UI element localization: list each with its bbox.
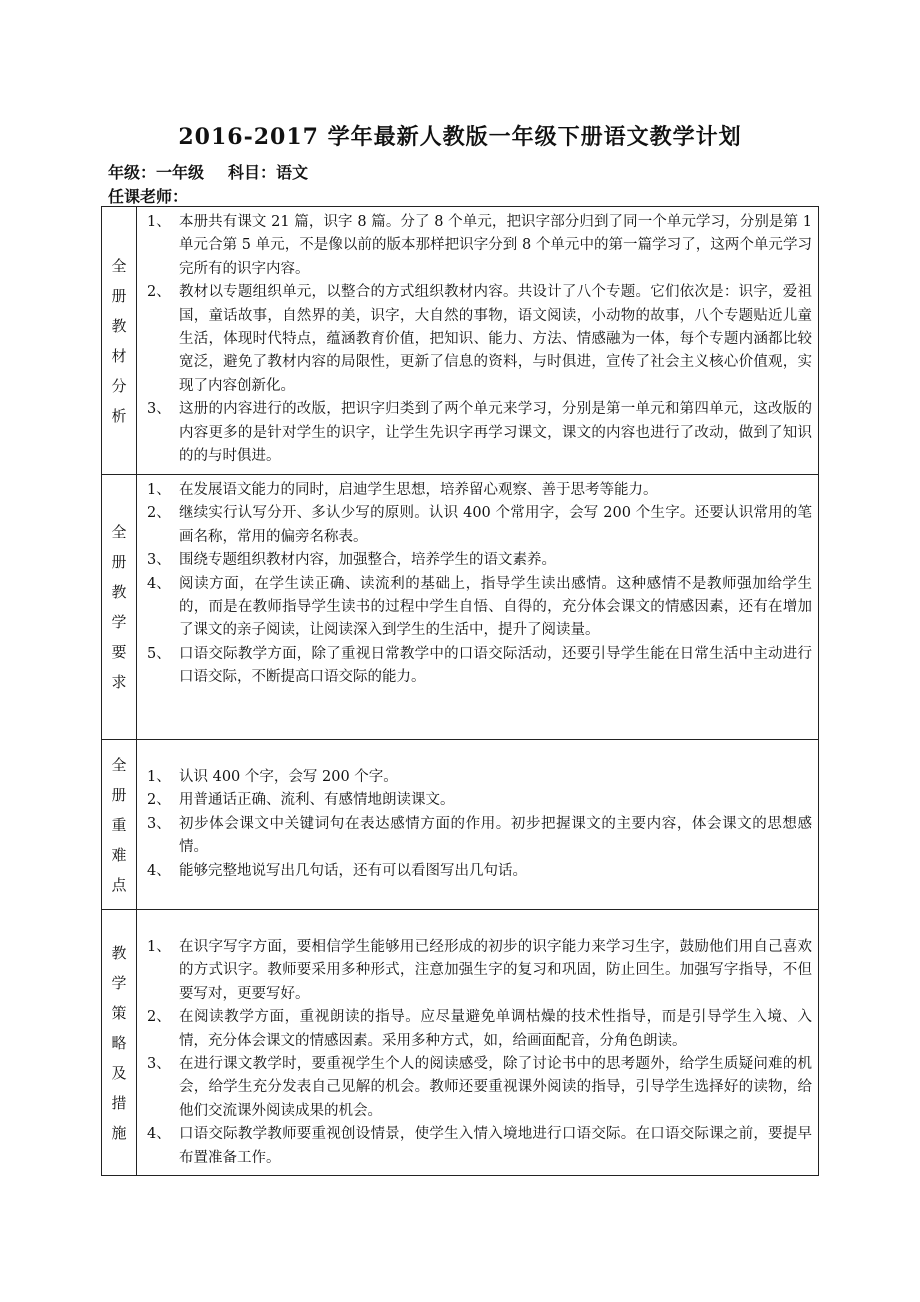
item-number: 2、 [147, 505, 171, 522]
key-points-section [102, 740, 819, 910]
section-label [102, 740, 137, 910]
item-number: 3、 [147, 401, 171, 418]
section-label [102, 207, 137, 475]
item-number: 4、 [147, 1126, 171, 1143]
section-label-char: 点 [111, 875, 127, 894]
item-text: 阅读方面，在学生读正确、读流利的基础上，指导学生读出感情。这种感情不是教师强加给学生的，而是在教师指导学生读书的过程中学生自悟、自得的，充分体会课文的情感因素，还有在增加了课文的亲子阅读，让阅读深入到学生的生活中，提升了阅读量。 [179, 575, 812, 639]
item-text: 能够完整地说写出几句话，还有可以看图写出几句话。 [179, 862, 527, 879]
section-label-char: 分 [111, 376, 127, 395]
item-number: 1、 [147, 939, 171, 955]
list-item [147, 766, 812, 789]
strategies-section [102, 910, 819, 1176]
teaching-plan-table [101, 206, 819, 1176]
list-item [147, 549, 812, 572]
item-number: 4、 [147, 862, 171, 879]
section-label-char: 全 [111, 523, 127, 541]
item-list [147, 211, 812, 468]
item-list [147, 766, 812, 883]
list-item [147, 573, 812, 643]
item-number: 2、 [147, 1009, 171, 1026]
item-text: 口语交际教学方面，除了重视日常教学中的口语交际活动，还要引导学生能在日常生活中主动进行口语交际，不断提高口语交际的能力。 [179, 645, 812, 686]
section-label-char: 求 [111, 673, 127, 691]
item-number: 3、 [147, 552, 171, 569]
section-label-char: 策 [111, 1003, 127, 1022]
section-label [102, 910, 137, 1176]
section-label-char: 全 [111, 256, 127, 275]
item-number: 2、 [147, 792, 171, 809]
list-item [147, 398, 812, 468]
item-number: 4、 [147, 575, 171, 592]
list-item [147, 502, 812, 549]
document-title: 2016-2017 学年最新人教版一年级下册语文教学计划 [178, 124, 742, 150]
item-number: 1、 [147, 482, 171, 498]
item-text: 用普通话正确、流利、有感情地朗读课文。 [179, 792, 455, 809]
list-item [147, 1123, 812, 1170]
item-text: 认识 400 个字，会写 200 个字。 [179, 769, 398, 785]
item-number: 3、 [147, 815, 171, 832]
item-number: 5、 [147, 645, 171, 662]
grade-label: 年级：一年级 [108, 163, 205, 182]
section-content [137, 910, 819, 1176]
section-content [137, 740, 819, 910]
section-label-char: 教 [111, 943, 127, 962]
item-number: 1、 [147, 214, 171, 230]
list-item [147, 281, 812, 398]
item-text: 本册共有课文 21 篇，识字 8 篇。分了 8 个单元，把识字部分归到了同一个单元学习，分别是第 1 单元合第 5 单元，不是像以前的版本那样把识字分到 8 个单元中的第一篇学习了，这两个单元学习完所有的识字内容。 [179, 214, 812, 277]
teaching-requirements-section [102, 475, 819, 740]
teacher-label: 任课老师： [108, 187, 189, 206]
list-item [147, 860, 812, 883]
section-label [102, 475, 137, 740]
section-label-char: 重 [111, 815, 127, 834]
item-list [147, 479, 812, 690]
list-item [147, 479, 812, 502]
section-content [137, 207, 819, 475]
section-label-char: 材 [111, 346, 127, 365]
item-text: 在发展语文能力的同时，启迪学生思想，培养留心观察、善于思考等能力。 [179, 482, 658, 498]
item-text: 在进行课文教学时，要重视学生个人的阅读感受，除了讨论书中的思考题外，给学生质疑问难的机会，给学生充分发表自己见解的机会。教师还要重视课外阅读的指导，引导学生选择好的读物，给他们交流课外阅读成果的机会。 [179, 1056, 812, 1119]
item-text: 在识字写字方面，要相信学生能够用已经形成的初步的识字能力来学习生字，鼓励他们用自己喜欢的方式识字。教师要采用多种形式，注意加强生字的复习和巩固，防止回生。加强写字指导，不但要写对，更要写好。 [179, 939, 812, 1002]
section-label-char: 难 [111, 845, 127, 864]
list-item [147, 1006, 812, 1053]
plan-table-body [102, 207, 819, 1176]
section-label-char: 措 [111, 1093, 127, 1112]
grade-subject-line [108, 160, 308, 183]
section-label-char: 全 [111, 755, 127, 774]
item-text: 在阅读教学方面，重视朗读的指导。应尽量避免单调枯燥的技术性指导，而是引导学生入境、入情，充分体会课文的情感因素。采用多种方式，如，给画面配音，分角色朗读。 [179, 1009, 812, 1049]
section-label-char: 析 [111, 406, 127, 425]
item-number: 2、 [147, 284, 171, 301]
item-text: 这册的内容进行的改版，把识字归类到了两个单元来学习，分别是第一单元和第四单元，这改版的内容更多的是针对学生的识字，让学生先识字再学习课文，课文的内容也进行了改动，做到了知识的的与时俱进。 [179, 401, 812, 465]
section-label-char: 施 [111, 1123, 127, 1142]
item-text: 围绕专题组织教材内容，加强整合，培养学生的语文素养。 [179, 552, 556, 569]
section-label-char: 学 [111, 613, 127, 631]
list-item [147, 936, 812, 1006]
section-label-char: 教 [111, 583, 127, 601]
section-label-char: 教 [111, 316, 127, 335]
item-list [147, 936, 812, 1170]
section-label-char: 及 [111, 1063, 127, 1082]
subject-label: 科目：语文 [228, 163, 309, 182]
section-label-char: 要 [111, 643, 127, 661]
section-content [137, 475, 819, 740]
list-item [147, 643, 812, 690]
section-label-char: 册 [111, 785, 127, 804]
section-label-char: 册 [111, 553, 127, 571]
list-item [147, 1053, 812, 1123]
section-label-char: 略 [111, 1033, 127, 1052]
section-label-char: 学 [111, 973, 127, 992]
textbook-analysis-section [102, 207, 819, 475]
list-item [147, 211, 812, 281]
item-number: 1、 [147, 769, 171, 785]
item-text: 继续实行认写分开、多认少写的原则。认识 400 个常用字，会写 200 个生字。还要认识常用的笔画名称，常用的偏旁名称表。 [179, 505, 812, 545]
list-item [147, 789, 812, 812]
section-label-char: 册 [111, 286, 127, 305]
item-text: 初步体会课文中关键词句在表达感情方面的作用。初步把握课文的主要内容，体会课文的思想感情。 [179, 815, 812, 856]
list-item [147, 813, 812, 860]
item-number: 3、 [147, 1056, 171, 1073]
item-text: 教材以专题组织单元，以整合的方式组织教材内容。共设计了八个专题。它们依次是：识字，爱祖国，童话故事，自然界的美，识字，大自然的事物，语文阅读，小动物的故事，八个专题贴近儿童生活，体现时代特点，蕴涵教育价值，把知识、能力、方法、情感融为一体，每个专题内涵都比较宽泛，避免了教材内容的局限性，更新了信息的资料，与时俱进，宣传了社会主义核心价值观，实现了内容创新化。 [179, 284, 812, 394]
item-text: 口语交际教学教师要重视创设情景，使学生入情入境地进行口语交际。在口语交际课之前，要提早布置准备工作。 [179, 1126, 812, 1166]
